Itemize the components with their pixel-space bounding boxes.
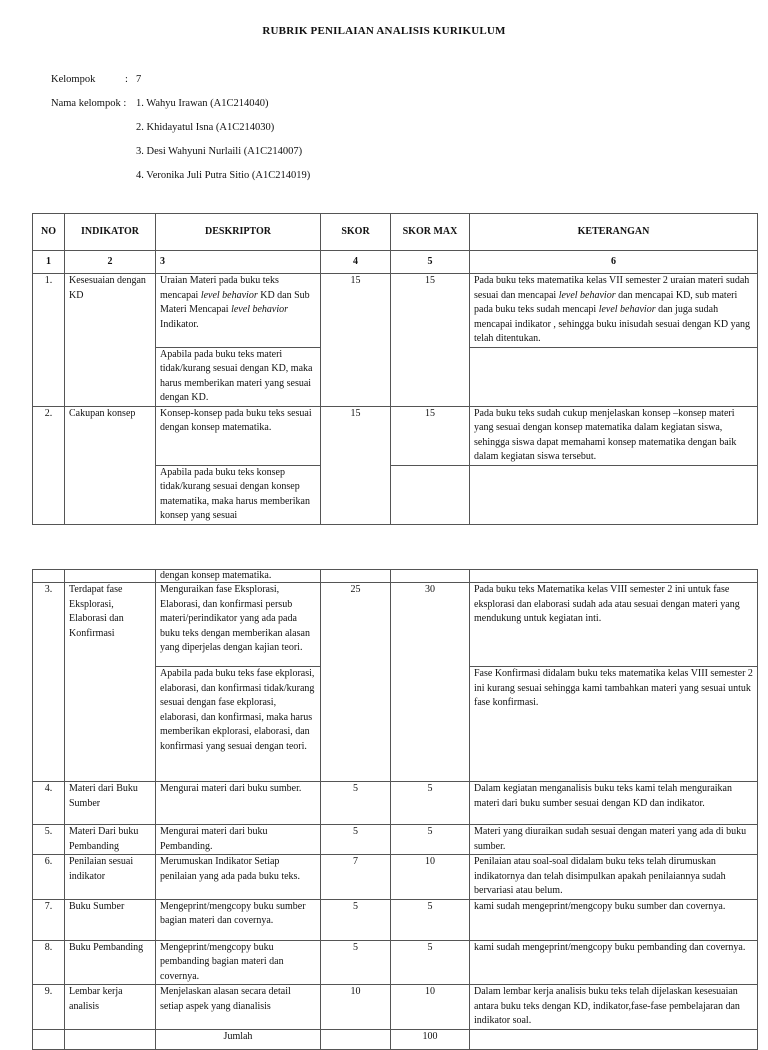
table-row: [33, 985, 758, 1030]
row-indikator-empty: [65, 570, 156, 583]
row-keterangan: Pada buku teks Matematika kelas VIII semester 2 ini untuk fase eksplorasi dan elaborasi sudah ada atau sesuai dengan materi yang mendukung untuk kegiatan inti.: [470, 583, 758, 667]
total-skor-empty: [321, 1029, 391, 1049]
table-row: [33, 855, 758, 900]
row-deskriptor: Apabila pada buku teks konsep tidak/kurang sesuai dengan konsep matematika, maka harus memberikan konsep yang sesuai: [156, 465, 321, 524]
row-keterangan: [470, 347, 758, 406]
row-keterangan: Dalam lembar kerja analisis buku teks telah dijelaskan kesesuaian antara buku teks dengan KD, indikator,fase-fase pembelajaran dan indikator soal.: [470, 985, 758, 1030]
col-number: 3: [156, 251, 321, 274]
row-skor-max: 30: [391, 583, 470, 782]
row-no: 6.: [33, 855, 65, 900]
row-skor-max: 5: [391, 825, 470, 855]
column-number-row: [33, 251, 758, 274]
row-no: 8.: [33, 940, 65, 985]
table-row: [33, 899, 758, 940]
total-no-empty: [33, 1029, 65, 1049]
row-skor-empty: [321, 570, 391, 583]
keterangan-text: Pada buku teks matematika kelas VII semester 2 uraian materi sudah sesuai dan mencapai level behavior dan mencapai KD, sub materi pada buku teks sudah mencapi level behavior dan juga sudah mencapai indikator , sehingga buku inisudah sesuai dengan KD yang telah ditentukan.: [474, 275, 751, 344]
row-indikator: Buku Pembanding: [65, 940, 156, 985]
row-deskriptor: Menguraikan fase Eksplorasi, Elaborasi, dan konfirmasi persub materi/perindikator yang ada pada buku teks dengan memberikan alasan yang diperjelas dengan kajian teori.: [156, 583, 321, 667]
table-header-row: [33, 214, 758, 251]
row-deskriptor: Mengurai materi dari buku sumber.: [156, 782, 321, 825]
member-1: 1. Wahyu Irawan (A1C214040): [136, 98, 269, 109]
total-row: [33, 1029, 758, 1049]
row-indikator: Penilaian sesuai indikator: [65, 855, 156, 900]
row-skor: 5: [321, 940, 391, 985]
row-deskriptor: Apabila pada buku teks fase ekplorasi, elaborasi, dan konfirmasi tidak/kurang sesuai dengan fase ekplorasi, elaborasi, dan konfirmasi, maka harus memberikan ekplorasi, elaborasi, dan konfirmasi yang sesuai dengan teori.: [156, 667, 321, 782]
row-keterangan: Penilaian atau soal-soal didalam buku teks telah dirumuskan indikatornya dan telah disimpulkan apakah penilaiannya sudah bervariasi atau belum.: [470, 855, 758, 900]
col-number: 4: [321, 251, 391, 274]
row-indikator: Materi dari Buku Sumber: [65, 782, 156, 825]
row-deskriptor: Konsep-konsep pada buku teks sesuai dengan konsep matematika.: [156, 406, 321, 465]
rubric-table-page-1: [32, 213, 758, 525]
kelompok-value: 7: [136, 74, 142, 85]
row-indikator: Buku Sumber: [65, 899, 156, 940]
row-keterangan: [470, 274, 758, 348]
row-indikator: Kesesuaian dengan KD: [65, 274, 156, 407]
col-number: 6: [470, 251, 758, 274]
row-deskriptor: [156, 274, 321, 348]
col-number: 2: [65, 251, 156, 274]
table-row: [33, 406, 758, 465]
header-deskriptor: DESKRIPTOR: [156, 214, 321, 251]
total-indikator-empty: [65, 1029, 156, 1049]
header-indikator: INDIKATOR: [65, 214, 156, 251]
row-keterangan: Pada buku teks sudah cukup menjelaskan konsep –konsep materi yang sesuai dengan konsep matematika dalam kegiatan siswa, sehingga siswa dapat memahami konsep matematika dengan baik dalam kegiatan siswa tersebut.: [470, 406, 758, 465]
row-skor: 5: [321, 899, 391, 940]
row-no: 2.: [33, 406, 65, 524]
header-no: NO: [33, 214, 65, 251]
row-skor: 25: [321, 583, 391, 782]
row-keterangan: [470, 465, 758, 524]
row-skor-max: 5: [391, 940, 470, 985]
row-no: 4.: [33, 782, 65, 825]
row-keterangan: Fase Konfirmasi didalam buku teks matematika kelas VIII semester 2 ini kurang sesuai sehingga kami tambahkan materi yang sesuai untuk fase konfirmasi.: [470, 667, 758, 782]
nama-kelompok-label: Nama kelompok :: [51, 98, 127, 109]
row-indikator: Cakupan konsep: [65, 406, 156, 524]
kelompok-separator: :: [125, 74, 128, 85]
row-deskriptor: Apabila pada buku teks materi tidak/kurang sesuai dengan KD, maka harus memberikan materi yang sesuai dengan KD.: [156, 347, 321, 406]
col-number: 1: [33, 251, 65, 274]
row-skor-max: 15: [391, 274, 470, 407]
row-keterangan-empty: [470, 570, 758, 583]
row-skor: 7: [321, 855, 391, 900]
member-3: 3. Desi Wahyuni Nurlaili (A1C214007): [136, 146, 303, 157]
member-2: 2. Khidayatul Isna (A1C214030): [136, 122, 275, 133]
row-skor: 15: [321, 274, 391, 407]
row-keterangan: Materi yang diuraikan sudah sesuai dengan materi yang ada di buku sumber.: [470, 825, 758, 855]
row-deskriptor: dengan konsep matematika.: [156, 570, 321, 583]
row-deskriptor: Mengurai materi dari buku Pembanding.: [156, 825, 321, 855]
rubric-table-page-2: [32, 569, 758, 1050]
col-number: 5: [391, 251, 470, 274]
table-row: [33, 825, 758, 855]
header-skor-max: SKOR MAX: [391, 214, 470, 251]
total-skor-max: 100: [391, 1029, 470, 1049]
row-indikator: Terdapat fase Eksplorasi, Elaborasi dan Konfirmasi: [65, 583, 156, 782]
row-indikator: Lembar kerja analisis: [65, 985, 156, 1030]
row-no: 3.: [33, 583, 65, 782]
row-no: 5.: [33, 825, 65, 855]
table-row-continuation: [33, 570, 758, 583]
member-4: 4. Veronika Juli Putra Sitio (A1C214019): [136, 170, 311, 181]
row-skor-max: 5: [391, 899, 470, 940]
row-indikator: Materi Dari buku Pembanding: [65, 825, 156, 855]
row-deskriptor: Menjelaskan alasan secara detail setiap aspek yang dianalisis: [156, 985, 321, 1030]
row-skor-max: 5: [391, 782, 470, 825]
row-skor: 5: [321, 782, 391, 825]
row-skor: 10: [321, 985, 391, 1030]
kelompok-label: Kelompok: [51, 74, 96, 85]
row-keterangan: Dalam kegiatan menganalisis buku teks kami telah menguraikan materi dari buku sumber sesuai dengan KD dan indikator.: [470, 782, 758, 825]
total-keterangan-empty: [470, 1029, 758, 1049]
table-row: [33, 782, 758, 825]
row-deskriptor: Mengeprint/mengcopy buku sumber bagian materi dan covernya.: [156, 899, 321, 940]
row-skor-max: 10: [391, 855, 470, 900]
row-skor-max: 10: [391, 985, 470, 1030]
table-row: [33, 274, 758, 348]
row-no: 1.: [33, 274, 65, 407]
row-skor-max-empty: [391, 465, 470, 524]
row-keterangan: kami sudah mengeprint/mengcopy buku sumber dan covernya.: [470, 899, 758, 940]
row-skor-max: 15: [391, 406, 470, 465]
row-deskriptor: Mengeprint/mengcopy buku pembanding bagian materi dan covernya.: [156, 940, 321, 985]
table-row: [33, 583, 758, 667]
row-no: 9.: [33, 985, 65, 1030]
total-label: Jumlah: [156, 1029, 321, 1049]
row-skor: 5: [321, 825, 391, 855]
table-row: [33, 940, 758, 985]
header-keterangan: KETERANGAN: [470, 214, 758, 251]
row-skor-max-empty: [391, 570, 470, 583]
header-skor: SKOR: [321, 214, 391, 251]
document-title: RUBRIK PENILAIAN ANALISIS KURIKULUM: [262, 25, 506, 37]
row-no-empty: [33, 570, 65, 583]
row-skor: 15: [321, 406, 391, 524]
row-keterangan: kami sudah mengeprint/mengcopy buku pembanding dan covernya.: [470, 940, 758, 985]
row-deskriptor: Merumuskan Indikator Setiap penilaian yang ada pada buku teks.: [156, 855, 321, 900]
row-no: 7.: [33, 899, 65, 940]
deskriptor-text: Uraian Materi pada buku teks mencapai level behavior KD dan Sub Materi Mencapai level behavior Indikator.: [160, 275, 310, 330]
